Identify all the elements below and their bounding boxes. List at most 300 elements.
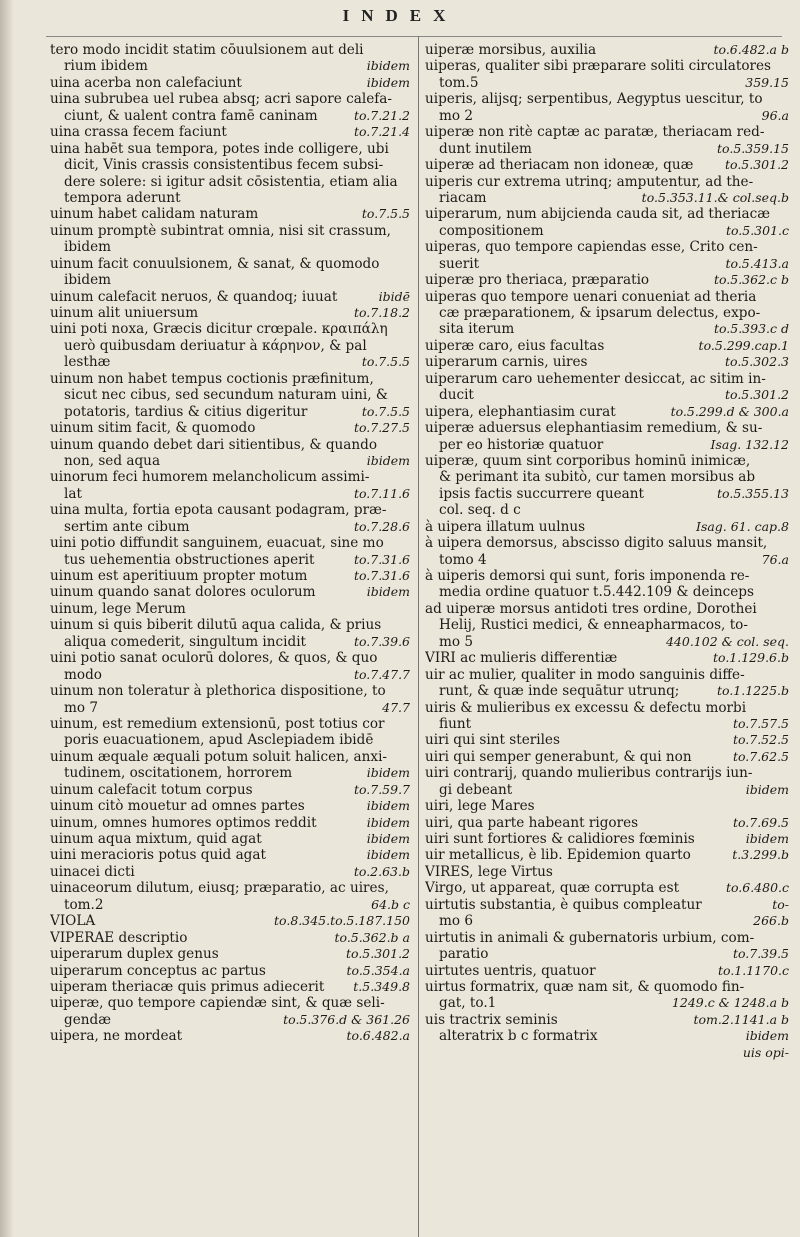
entry-reference: ibidē [378, 288, 410, 304]
entry-text: ipsis factis succurrere queant [439, 485, 644, 502]
entry-text: tudinem, oscitationem, horrorem [64, 765, 293, 782]
entry-text: uinaceorum dilutum, eiusq; præparatio, ac uires, [50, 880, 389, 897]
entry-text: uinum non habet tempus coctionis præfinitum, [50, 370, 374, 387]
entry-text: uiperarum carnis, uires [425, 354, 588, 371]
entry-reference: 47.7 [382, 699, 410, 715]
page-edge-shadow [0, 0, 14, 1237]
entry-text: dunt inutilem [439, 140, 532, 157]
index-entry-line [425, 223, 789, 239]
index-entry-line [50, 354, 410, 370]
entry-text: uiperis cur extrema utrinq; amputentur, ad the- [425, 173, 754, 190]
entry-reference [783, 930, 789, 946]
index-entry-line [50, 453, 410, 469]
entry-text: uinum, est remedium extensionū, post totius cor [50, 715, 385, 732]
index-entry-line [50, 321, 410, 337]
index-entry-line [50, 1012, 410, 1028]
entry-reference [783, 667, 789, 683]
entry-reference [783, 206, 789, 222]
index-entry-line [50, 502, 410, 518]
index-entry-line [425, 716, 789, 732]
index-entry-line [425, 58, 789, 74]
entry-text: uir metallicus, è lib. Epidemion quarto [425, 847, 691, 864]
entry-reference: ibidem [366, 584, 410, 600]
entry-text: uinorum feci humorem melancholicum assimi- [50, 469, 370, 486]
index-entry-line [425, 782, 789, 798]
entry-text: paratio [439, 946, 489, 963]
index-entry-line [50, 420, 410, 436]
entry-text: uis tractrix seminis [425, 1011, 558, 1028]
entry-text: uerò quibusdam deriuatur à κάρηνον, & pal [64, 337, 367, 354]
page-header: INDEX [342, 6, 458, 25]
entry-text: Helij, Rustici medici, & enneapharmacos, to- [439, 617, 748, 634]
entry-reference: to.5.301.2 [724, 157, 789, 173]
entry-text: gendæ [64, 1011, 111, 1028]
entry-reference [404, 338, 410, 354]
entry-text: à uipera demorsus, abscisso digito saluus mansit, [425, 535, 768, 552]
entry-reference: t.5.349.8 [353, 978, 410, 994]
entry-text: uina subrubea uel rubea absq; acri sapore calefa- [50, 91, 392, 108]
entry-text: VIPERAE descriptio [50, 929, 188, 946]
entry-reference: ibidem [745, 1028, 789, 1044]
entry-text: mo 7 [64, 699, 99, 716]
entry-text: uiperarum duplex genus [50, 946, 219, 963]
index-entry-line [50, 91, 410, 107]
left-column [50, 42, 410, 1045]
entry-reference: 359.15 [745, 74, 789, 90]
index-entry-line [50, 371, 410, 387]
header-rule [46, 36, 782, 37]
index-entry-line [50, 289, 410, 305]
index-entry-line [425, 502, 789, 518]
index-entry-line [50, 519, 410, 535]
entry-text: à uipera illatum uulnus [425, 518, 586, 535]
entry-text: uinum alit uniuersum [50, 305, 199, 321]
entry-text: uiperæ caro, eius facultas [425, 337, 605, 354]
entry-text: uinum calefacit totum corpus [50, 781, 253, 798]
index-entry-line [50, 141, 410, 157]
index-entry-line [50, 601, 410, 617]
entry-text: uiri qui sint steriles [425, 732, 560, 749]
entry-reference [783, 469, 789, 485]
entry-reference [783, 371, 789, 387]
entry-text: uiperæ, quum sint corporibus hominū inimicæ, [425, 452, 751, 469]
entry-reference: to.6.480.c [725, 880, 789, 896]
index-entry-line [425, 880, 789, 896]
entry-text: ducit [439, 387, 474, 404]
index-entry-line [425, 568, 789, 584]
index-entry-line [50, 782, 410, 798]
entry-text: uinum æquale æquali potum soluit halicen, anxi- [50, 748, 388, 765]
entry-reference: to.1.1225.b [716, 683, 789, 699]
index-entry-line [425, 831, 789, 847]
entry-text: tom.2 [64, 896, 104, 913]
entry-reference [404, 321, 410, 337]
entry-reference: to.5.299.cap.1 [698, 337, 789, 353]
entry-reference: to.5.393.c d [713, 321, 789, 337]
entry-text: uina crassa fecem faciunt [50, 124, 227, 141]
entry-reference: ibidem [366, 765, 410, 781]
entry-text: uinum calefacit neruos, & quandoq; iuuat [50, 288, 338, 305]
index-entry-line [50, 732, 410, 748]
index-entry-line [50, 765, 410, 781]
entry-reference [783, 502, 789, 518]
entry-text: VIRES, lege Virtus [425, 863, 553, 880]
entry-reference [783, 124, 789, 140]
index-entry-line [50, 847, 410, 863]
entry-reference: to.7.18.2 [353, 305, 410, 320]
entry-text: gi debeant [439, 781, 513, 798]
entry-reference: to.6.482.a b [713, 42, 789, 57]
entry-text: uinum sitim facit, & quomodo [50, 420, 256, 437]
entry-reference: to.7.31.6 [353, 568, 410, 583]
entry-reference: ibidem [366, 814, 410, 830]
entry-reference [404, 683, 410, 699]
entry-text: aliqua comederit, singultum incidit [64, 633, 306, 650]
index-entry-line [50, 963, 410, 979]
entry-text: media ordine quatuor t.5.442.109 & deinceps [439, 584, 754, 601]
index-entry-line [425, 354, 789, 370]
index-entry-line [425, 732, 789, 748]
entry-text: compositionem [439, 222, 544, 239]
entry-text: uina acerba non calefaciunt [50, 74, 242, 91]
index-entry-line [50, 239, 410, 255]
index-entry-line [50, 124, 410, 140]
entry-reference [404, 141, 410, 157]
index-entry-line [50, 256, 410, 272]
entry-reference: to.7.27.5 [353, 420, 410, 436]
entry-text: suerit [439, 255, 480, 272]
entry-reference: to.7.5.5 [361, 403, 410, 419]
entry-reference: to.7.57.5 [732, 715, 789, 731]
entry-text: tom.5 [439, 74, 479, 91]
entry-text: ad uiperæ morsus antidoti tres ordine, Dorothei [425, 600, 757, 617]
index-entry-line [425, 437, 789, 453]
entry-reference: to.7.69.5 [732, 814, 789, 830]
entry-reference [783, 289, 789, 305]
entry-reference [404, 42, 410, 58]
entry-reference [404, 617, 410, 633]
right-column [425, 42, 789, 1061]
index-entry-line [425, 683, 789, 699]
entry-reference [404, 223, 410, 239]
entry-reference: to.7.47.7 [353, 666, 410, 682]
entry-reference [783, 568, 789, 584]
column-divider [418, 36, 419, 1237]
index-entry-line [425, 469, 789, 485]
index-entry-line [50, 897, 410, 913]
entry-text: uirtutes uentris, quatuor [425, 962, 596, 979]
index-entry-line [425, 963, 789, 979]
index-entry-line [50, 568, 410, 584]
entry-reference: to.7.5.5 [361, 354, 410, 370]
entry-reference [404, 469, 410, 485]
index-entry-line [425, 108, 789, 124]
index-entry-line [50, 535, 410, 551]
index-entry-line [425, 239, 789, 255]
entry-reference [783, 91, 789, 107]
index-entry-line [425, 864, 789, 880]
entry-reference: to.5.413.a [725, 255, 789, 271]
entry-text: uini poti noxa, Græcis dicitur crœpale. κραιπάλη [50, 321, 388, 338]
entry-reference: to.6.482.a [346, 1028, 410, 1044]
index-entry-line [50, 305, 410, 321]
index-entry-line [425, 765, 789, 781]
entry-text: mo 2 [439, 107, 474, 124]
entry-reference: to.5.354.a [346, 962, 410, 978]
entry-reference [404, 190, 410, 206]
entry-reference: 1249.c & 1248.a b [671, 995, 789, 1011]
entry-text: uini potio sanat oculorū dolores, & quos, & quo [50, 650, 378, 667]
index-entry-line [50, 864, 410, 880]
index-entry-line [50, 469, 410, 485]
entry-reference: to.7.11.6 [353, 485, 410, 501]
index-entry-line [50, 584, 410, 600]
entry-text: tus uehementia obstructiones aperit [64, 551, 315, 568]
entry-reference: to.7.59.7 [353, 781, 410, 797]
entry-text: uina multa, fortia epota causant podagram, præ- [50, 502, 387, 519]
entry-text: uinum quando debet dari sitientibus, & quando [50, 436, 378, 453]
entry-text: non, sed aqua [64, 452, 161, 469]
entry-text: sertim ante cibum [64, 518, 190, 535]
entry-reference: ibidem [366, 452, 410, 468]
entry-reference: ibidem [366, 798, 410, 814]
index-entry-line [50, 338, 410, 354]
entry-text: VIOLA [50, 913, 96, 930]
entry-reference: to.7.21.2 [353, 107, 410, 123]
entry-reference: to.5.355.13 [717, 485, 789, 501]
entry-text: mo 5 [439, 633, 474, 650]
entry-text: dere solere: si igitur adsit cōsistentia, etiam alia [64, 173, 398, 190]
entry-text: uiperis, alijsq; serpentibus, Aegyptus uescitur, to [425, 91, 763, 108]
index-entry-line [425, 321, 789, 337]
entry-text: uiperas, qualiter sibi præparare soliti circulatores [425, 58, 772, 75]
entry-reference: to.5.301.c [725, 222, 789, 238]
entry-reference: to.8.345.to.5.187.150 [274, 913, 410, 929]
entry-text: uiperæ pro theriaca, præparatio [425, 272, 650, 289]
index-entry-line [425, 42, 789, 58]
entry-reference: to.5.376.d & 361.26 [283, 1011, 410, 1027]
entry-reference [404, 272, 410, 288]
index-entry-line [425, 404, 789, 420]
index-entry-line [50, 667, 410, 683]
index-entry-line [50, 108, 410, 124]
entry-reference: to.7.28.6 [353, 518, 410, 534]
index-entry-line [50, 1028, 410, 1044]
entry-reference [783, 58, 789, 74]
entry-reference [404, 716, 410, 732]
entry-text: dicit, Vinis crassis consistentibus fecem subsi- [64, 157, 384, 174]
entry-reference [783, 453, 789, 469]
entry-text: uinum si quis biberit dilutū aqua calida, & prius [50, 617, 382, 634]
index-entry-line [425, 91, 789, 107]
index-entry-line [50, 42, 410, 58]
index-entry-line [50, 831, 410, 847]
entry-text: uipera, ne mordeat [50, 1028, 183, 1045]
entry-text: uinum citò mouetur ad omnes partes [50, 798, 305, 815]
entry-reference: to.5.299.d & 300.a [670, 403, 789, 419]
index-entry-line [50, 206, 410, 222]
index-entry-line [50, 190, 410, 206]
entry-text: tempora aderunt [64, 189, 181, 206]
index-entry-line [50, 437, 410, 453]
entry-text: uiri contrarij, quando mulieribus contrarijs iun- [425, 765, 753, 782]
index-entry-line [425, 650, 789, 666]
entry-reference [404, 437, 410, 453]
entry-text: cæ præparationem, & ipsarum delectus, expo- [439, 305, 761, 321]
entry-text: rium ibidem [64, 58, 148, 75]
entry-text: uini meracioris potus quid agat [50, 847, 266, 864]
entry-text: uinum facit conuulsionem, & sanat, & quomodo [50, 255, 380, 272]
entry-text: uiri, qua parte habeant rigores [425, 814, 639, 831]
entry-text: sicut nec cibus, sed secundum naturam uini, & [64, 387, 388, 404]
entry-reference: to.2.63.b [353, 863, 410, 879]
entry-reference: ibidem [366, 58, 410, 74]
entry-reference: ibidem [366, 831, 410, 846]
entry-text: ibidem [64, 272, 112, 289]
entry-text: uiperæ non ritè captæ ac paratæ, theriacam red- [425, 124, 765, 141]
index-entry-line [425, 124, 789, 140]
entry-text: uiperas quo tempore uenari conueniat ad theria [425, 288, 757, 305]
index-entry-line [50, 749, 410, 765]
entry-reference: ibidem [366, 74, 410, 90]
index-entry-line [50, 223, 410, 239]
entry-text: potatoris, tardius & citius digeritur [64, 403, 308, 420]
entry-reference [404, 239, 410, 255]
entry-text: uiperas, quo tempore capiendas esse, Crito cen- [425, 239, 758, 256]
index-entry-line [50, 634, 410, 650]
entry-reference [783, 174, 789, 190]
index-entry-line [50, 798, 410, 814]
index-entry-line [425, 634, 789, 650]
entry-reference [783, 617, 789, 633]
entry-text: uiperæ ad theriacam non idoneæ, quæ [425, 157, 694, 174]
index-entry-line [425, 289, 789, 305]
entry-text: alteratrix b c formatrix [439, 1028, 598, 1045]
entry-reference: 64.b c [371, 896, 410, 912]
index-entry-line [425, 453, 789, 469]
index-entry-line [50, 979, 410, 995]
entry-reference: to.5.362.c b [713, 272, 789, 288]
entry-text: uina habēt sua tempora, potes inde colligere, ubi [50, 140, 389, 157]
entry-reference: to.5.302.3 [724, 354, 789, 370]
entry-text: uiri sunt fortiores & calidiores fœminis [425, 831, 695, 847]
entry-text: poris euacuationem, apud Asclepiadem ibidē [64, 732, 374, 749]
index-entry-line [50, 995, 410, 1011]
entry-reference: to.7.21.4 [353, 124, 410, 140]
entry-reference [783, 420, 789, 436]
index-entry-line [50, 930, 410, 946]
entry-reference [404, 157, 410, 173]
index-entry-line [425, 387, 789, 403]
index-entry-line [425, 798, 789, 814]
entry-reference [404, 371, 410, 387]
entry-reference: to.7.5.5 [361, 206, 410, 222]
index-entry-line [425, 584, 789, 600]
index-entry-line [425, 256, 789, 272]
index-entry-line [50, 880, 410, 896]
index-entry-line [50, 815, 410, 831]
index-entry-line [425, 897, 789, 913]
index-entry-line [425, 141, 789, 157]
entry-reference [404, 174, 410, 190]
entry-reference: to.5.353.11.& col.seq.b [641, 189, 789, 205]
entry-reference: 266.b [753, 913, 789, 929]
entry-text: uiperarum, num abijcienda cauda sit, ad theriacæ [425, 206, 770, 223]
entry-text: uinum non toleratur à plethorica dispositione, to [50, 683, 386, 700]
entry-reference: to- [772, 896, 789, 912]
entry-text: VIRI ac mulieris differentiæ [425, 650, 618, 667]
entry-reference [404, 502, 410, 518]
entry-text: uirtutis substantia, è quibus compleatur [425, 896, 702, 913]
entry-text: uir ac mulier, qualiter in modo sanguinis diffe- [425, 666, 745, 683]
index-entry-line [425, 190, 789, 206]
entry-text: uiperarum conceptus ac partus [50, 962, 266, 979]
index-entry-line [425, 272, 789, 288]
entry-reference: to.5.362.b a [334, 929, 410, 945]
entry-text: uinum quando sanat dolores oculorum [50, 584, 316, 601]
entry-text: uiperarum caro uehementer desiccat, ac sitim in- [425, 370, 766, 387]
entry-reference [404, 732, 410, 748]
entry-reference [783, 700, 789, 716]
entry-text: à uiperis demorsi qui sunt, foris imponenda re- [425, 568, 750, 584]
index-entry-line [425, 338, 789, 354]
index-entry-line [425, 667, 789, 683]
entry-reference [404, 601, 410, 617]
index-entry-line [425, 157, 789, 173]
entry-reference: to.5.301.2 [345, 946, 410, 962]
entry-reference: to.1.129.6.b [713, 650, 789, 666]
entry-reference [783, 864, 789, 880]
entry-reference: 440.102 & col. seq. [665, 633, 789, 649]
index-entry-line [50, 700, 410, 716]
entry-text: tero modo incidit statim cōuulsionem aut deli [50, 42, 364, 58]
index-entry-line [425, 815, 789, 831]
entry-text: fiunt [439, 715, 472, 732]
index-entry-line [425, 979, 789, 995]
entry-text: uiris & mulieribus ex excessu & defectu morbi [425, 699, 747, 716]
index-entry-line [50, 552, 410, 568]
index-entry-line [425, 617, 789, 633]
entry-reference [783, 535, 789, 551]
index-entry-line [50, 174, 410, 190]
entry-text: uiri, lege Mares [425, 798, 535, 815]
entry-text: uinum aqua mixtum, quid agat [50, 831, 262, 847]
entry-text: uinum habet calidam naturam [50, 206, 259, 223]
entry-text: uipera, elephantiasim curat [425, 403, 616, 420]
entry-reference: uis opi- [742, 1044, 789, 1060]
index-entry-line [425, 1045, 789, 1061]
index-entry-line [425, 75, 789, 91]
entry-text [425, 1045, 737, 1061]
index-entry-line [425, 913, 789, 929]
entry-reference [783, 798, 789, 814]
entry-reference: to.7.39.5 [732, 946, 789, 962]
entry-text: uinum, omnes humores optimos reddit [50, 814, 317, 831]
entry-text: tomo 4 [439, 551, 487, 568]
entry-text: sita iterum [439, 321, 515, 338]
entry-reference: 96.a [761, 107, 789, 123]
entry-text: uirtutis in animali & gubernatoris urbium, com- [425, 929, 755, 946]
index-entry-line [50, 716, 410, 732]
entry-reference [404, 880, 410, 896]
entry-text: lat [64, 485, 82, 502]
entry-text: per eo historiæ quatuor [439, 436, 604, 453]
entry-text: runt, & quæ inde sequātur utrunq; [439, 683, 680, 700]
entry-reference [783, 239, 789, 255]
entry-text: uiperam theriacæ quis primus adiecerit [50, 978, 325, 995]
index-entry-line [425, 206, 789, 222]
entry-text: uiperæ aduersus elephantiasim remedium, & su- [425, 420, 763, 437]
